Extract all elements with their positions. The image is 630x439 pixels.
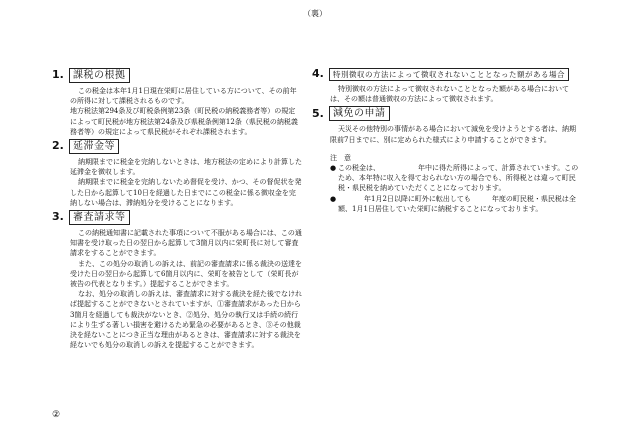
note-text: 年1月2日以降に町外に転出しても 年度の町民税・県民税は全額、1月1日居住していた栄町に納税することになっております。	[338, 194, 576, 213]
section-title: 特別徴収の方法によって徴収されないこととなった額がある場合	[329, 68, 569, 81]
section-5-body	[330, 124, 582, 144]
paragraph: 納期限までに税金を完納しないため督促を受け、かつ、その督促状を発した日から起算して10日を経過した日までにこの税金に係る徴収金を完納しない場合は、滞納処分を受けることになります。	[70, 178, 302, 207]
section-number: 1.	[52, 68, 64, 82]
bullet-icon: ●	[330, 164, 337, 173]
paragraph: 天災その他特別の事情がある場合において減免を受けようとする者は、納期限前7日までに、別に定められた様式により申請することができます。	[330, 125, 576, 144]
section-2-heading	[52, 139, 302, 154]
section-title: 課税の根拠	[69, 68, 130, 83]
page-number: ②	[52, 410, 61, 420]
note-text: 年中に得た所得によって、計算されています。このため、本年特に収入を得ておられない方の場合でも、所得税とは違って町民税・県民税を納めていただくことになっております。	[338, 164, 579, 193]
paragraph: この税金は本年1月1日現在栄町に居住している方について、その前年の所得に対して課税されるものです。	[70, 87, 297, 106]
section-2-body	[70, 157, 302, 208]
section-3-body	[70, 228, 302, 350]
right-column	[312, 66, 582, 214]
paragraph: また、この処分の取消しの訴えは、前記の審査請求に係る裁決の送達を受けた日の翌日から起算して6箇月以内に、栄町を被告として（栄町長が被告の代表となります。）提起することができます。	[70, 259, 302, 289]
section-number: 3.	[52, 210, 64, 224]
paragraph: 特別徴収の方法によって徴収されないこととなった額がある場合においては、その額は普通徴収の方法によって徴収されます。	[330, 85, 569, 104]
paragraph: この納税通知書に記載された事項について不服がある場合には、この通知書を受け取った日の翌日から起算して3箇月以内に栄町長に対して審査請求をすることができます。	[70, 229, 302, 258]
paragraph: 納期限までに税金を完納しないときは、地方税法の定めにより計算した延滞金を徴収します。	[70, 158, 302, 177]
notes-heading: 注 意	[330, 153, 351, 162]
notes-block	[312, 153, 582, 214]
paragraph: なお、処分の取消しの訴えは、審査請求に対する裁決を経た後でなければ提起することができないとされていますが、①審査請求があった日から3箇月を経過しても裁決がないとき、②処分、処分の執行又は手続の続行により生ずる著しい損害を避けるため緊急の必要があるとき、③その他裁決を経ないことにつき正当な理由があるときは、審査請求に対する裁決を経ないでも処分の取消しの訴えを提起することができます。	[70, 290, 302, 350]
bullet-icon: ●	[330, 194, 337, 203]
note-text-lead: この税金は、	[338, 164, 380, 173]
left-column	[52, 66, 302, 350]
section-4-heading	[312, 68, 582, 81]
section-title: 減免の申請	[329, 106, 390, 121]
section-1-heading	[52, 68, 302, 83]
section-number: 2.	[52, 139, 64, 153]
section-3-heading	[52, 210, 302, 225]
note-item	[330, 194, 582, 214]
section-number: 4.	[312, 67, 324, 81]
section-4-body	[330, 84, 582, 104]
section-5-heading	[312, 106, 582, 121]
paragraph: 地方税法第294条及び町税条例第23条（町民税の納税義務者等）の規定によって町民税が地方税法第24条及び県税条例第12条（県民税の納税義務者等）の規定によって県民税がそれぞれ課税されます。	[70, 107, 298, 136]
section-1-body	[70, 86, 302, 137]
section-number: 5.	[312, 106, 324, 120]
section-title: 審査請求等	[69, 210, 130, 225]
section-title: 延滞金等	[69, 139, 119, 154]
page-header: （裏）	[303, 9, 327, 18]
note-item	[330, 163, 582, 194]
